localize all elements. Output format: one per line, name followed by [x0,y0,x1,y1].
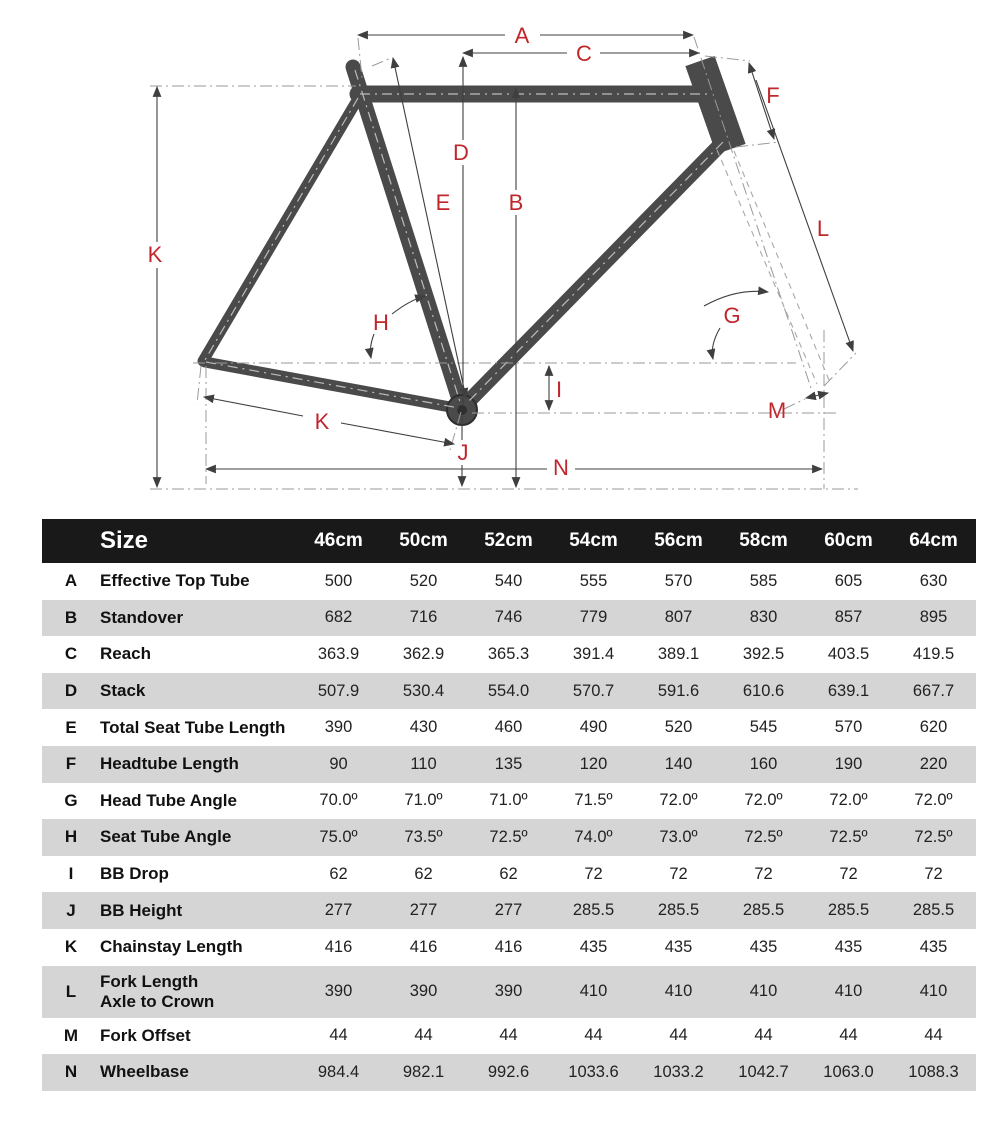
dim-K-chainstay [341,423,454,444]
bike-frame-diagram [0,0,989,519]
column-header: 60cm [824,530,873,551]
row-label: Chainstay Length [100,937,243,957]
cell-value: 507.9 [317,681,360,700]
column-header: 50cm [399,530,448,551]
row-letter: D [64,681,78,701]
cell-value: 620 [919,718,948,737]
cell-value: 984.4 [317,1062,360,1081]
cell-value: 520 [409,571,438,590]
row-letter: A [64,571,78,591]
cell-value: 72 [584,864,603,883]
cell-value: 90 [329,754,348,773]
cell-value: 362.9 [402,644,445,663]
cell-value: 554.0 [487,681,530,700]
cell-value: 500 [324,571,353,590]
cell-value: 435 [919,937,948,956]
table-row [42,1018,976,1055]
cell-value: 44 [584,1026,603,1045]
row-letter: J [66,900,76,920]
cell-value: 830 [749,608,778,627]
cell-value: 430 [409,718,438,737]
cell-value: 410 [919,982,948,1001]
cell-value: 392.5 [742,644,785,663]
cell-value: 285.5 [657,901,700,920]
label-F: F [766,83,780,108]
column-header: 54cm [569,530,618,551]
row-letter: L [65,981,77,1001]
cell-value: 285.5 [827,901,870,920]
cell-value: 605 [834,571,863,590]
table-row [42,856,976,893]
cell-value: 410 [749,982,778,1001]
table-row [42,673,976,710]
row-letter: E [65,717,77,737]
cell-value: 72.0º [829,791,868,810]
cell-value: 72 [754,864,773,883]
cell-value: 779 [579,608,608,627]
table-row [42,746,976,783]
cell-value: 72.5º [829,827,868,846]
row-letter: I [68,864,74,884]
cell-value: 44 [329,1026,348,1045]
cell-value: 71.0º [404,791,443,810]
cell-value: 520 [664,718,693,737]
row-label: Fork Offset [100,1025,191,1045]
cell-value: 140 [664,754,693,773]
cell-value: 73.0º [659,827,698,846]
label-D: D [453,140,469,165]
table-row [42,1054,976,1091]
row-label: Fork Length Axle to Crown [100,971,215,1011]
cell-value: 72.0º [659,791,698,810]
cell-value: 1033.2 [653,1062,704,1081]
row-label: Effective Top Tube [100,571,250,591]
cell-value: 570.7 [572,681,615,700]
label-K-chainstay: K [314,409,330,434]
label-N: N [553,455,569,480]
column-header: 64cm [909,530,958,551]
cell-value: 285.5 [572,901,615,920]
cell-value: 591.6 [657,681,700,700]
cell-value: 72.5º [744,827,783,846]
cell-value: 44 [414,1026,433,1045]
cell-value: 490 [579,718,608,737]
row-letter: C [64,644,78,664]
cell-value: 391.4 [572,644,615,663]
cell-value: 746 [494,608,523,627]
cell-value: 585 [749,571,778,590]
cell-value: 530.4 [402,681,445,700]
cell-value: 1088.3 [908,1062,959,1081]
label-H: H [373,310,389,335]
row-label: Head Tube Angle [100,790,237,810]
cell-value: 419.5 [912,644,955,663]
row-label: BB Height [100,900,183,920]
cell-value: 72.5º [489,827,528,846]
cell-value: 416 [494,937,523,956]
fork-blade-outline [717,150,817,384]
cell-value: 807 [664,608,693,627]
row-letter: G [64,790,78,810]
cell-value: 667.7 [912,681,955,700]
cell-value: 570 [834,718,863,737]
bottom-bracket-center [457,405,467,415]
cell-value: 365.3 [487,644,530,663]
cell-value: 71.0º [489,791,528,810]
cell-value: 75.0º [319,827,358,846]
label-M: M [767,398,787,423]
dim-H-arrow [370,334,374,358]
cell-value: 390 [409,982,438,1001]
cell-value: 71.5º [574,791,613,810]
cell-value: 110 [410,754,437,773]
cell-value: 285.5 [912,901,955,920]
cell-value: 72.0º [914,791,953,810]
cell-value: 555 [579,571,608,590]
row-letter: F [65,754,77,774]
dim-M [806,393,828,398]
cell-value: 410 [834,982,863,1001]
table-row [42,966,976,1018]
row-letter: H [64,827,78,847]
cell-value: 72 [924,864,943,883]
column-header: 46cm [314,530,363,551]
label-J: J [457,440,469,465]
cell-value: 160 [749,754,778,773]
cell-value: 277 [409,901,438,920]
steering-axis-line [694,37,812,391]
cell-value: 639.1 [827,681,870,700]
cell-value: 410 [579,982,608,1001]
cell-value: 1063.0 [823,1062,874,1081]
cell-value: 895 [919,608,948,627]
cell-value: 62 [414,864,433,883]
dim-G-arrow [712,328,720,359]
cell-value: 74.0º [574,827,613,846]
cell-value: 363.9 [317,644,360,663]
table-row [42,783,976,820]
cell-value: 992.6 [487,1062,530,1081]
label-G: G [723,303,741,328]
cell-value: 72.0º [744,791,783,810]
row-label: Total Seat Tube Length [100,717,286,737]
cell-value: 70.0º [319,791,358,810]
cell-value: 44 [669,1026,688,1045]
table-row [42,892,976,929]
cell-value: 390 [324,982,353,1001]
label-E: E [435,190,451,215]
cell-value: 716 [409,608,438,627]
cell-value: 1033.6 [568,1062,619,1081]
row-letter: K [64,937,78,957]
size-header: Size [100,527,149,554]
row-letter: N [64,1062,78,1082]
cell-value: 460 [494,718,523,737]
row-label: Standover [100,607,184,627]
cell-value: 220 [919,754,948,773]
table-row [42,929,976,966]
table-row [42,636,976,673]
cell-value: 682 [324,608,353,627]
cell-value: 389.1 [657,644,700,663]
row-label: Stack [100,681,146,701]
cell-value: 435 [579,937,608,956]
dim-K-chainstay [204,397,303,416]
cell-value: 403.5 [827,644,870,663]
cell-value: 390 [324,718,353,737]
row-label: Reach [100,644,152,664]
cell-value: 190 [834,754,863,773]
cell-value: 44 [924,1026,943,1045]
cell-value: 1042.7 [738,1062,789,1081]
cell-value: 545 [749,718,778,737]
cell-value: 416 [409,937,438,956]
cell-value: 135 [494,754,523,773]
cell-value: 435 [834,937,863,956]
cell-value: 44 [839,1026,858,1045]
row-label: Headtube Length [100,754,239,774]
table-row [42,709,976,746]
label-K-left: K [147,242,163,267]
cell-value: 277 [324,901,353,920]
cell-value: 416 [324,937,353,956]
cell-value: 570 [664,571,693,590]
cell-value: 277 [494,901,523,920]
row-letter: B [64,607,78,627]
dim-L [756,80,853,351]
cell-value: 435 [664,937,693,956]
label-L: L [816,216,830,241]
cell-value: 73.5º [404,827,443,846]
column-header: 52cm [484,530,533,551]
cell-value: 72 [669,864,688,883]
column-header: 56cm [654,530,703,551]
row-label: BB Drop [100,864,169,884]
column-header: 58cm [739,530,788,551]
label-C: C [576,41,592,66]
table-header [42,519,976,563]
row-label: Seat Tube Angle [100,827,232,847]
frame-geometry-drawing [0,0,989,519]
frame-tubes [203,61,731,425]
cell-value: 44 [754,1026,773,1045]
geometry-table [42,519,976,1091]
table-body [42,563,976,1091]
cell-value: 120 [579,754,608,773]
label-A: A [514,23,530,48]
cell-value: 857 [834,608,863,627]
table-row [42,563,976,600]
label-I: I [555,377,563,402]
cell-value: 540 [494,571,523,590]
cell-value: 435 [749,937,778,956]
cell-value: 72 [839,864,858,883]
row-letter: M [63,1025,79,1045]
label-B: B [508,190,524,215]
cell-value: 72.5º [914,827,953,846]
table-row [42,600,976,637]
cell-value: 390 [494,982,523,1001]
table-row [42,819,976,856]
cell-value: 62 [499,864,518,883]
cell-value: 285.5 [742,901,785,920]
cell-value: 62 [329,864,348,883]
cell-value: 982.1 [402,1062,445,1081]
cell-value: 610.6 [742,681,785,700]
cell-value: 410 [664,982,693,1001]
cell-value: 630 [919,571,948,590]
row-label: Wheelbase [100,1062,189,1082]
fork-blade-outline [734,151,829,380]
cell-value: 44 [499,1026,518,1045]
